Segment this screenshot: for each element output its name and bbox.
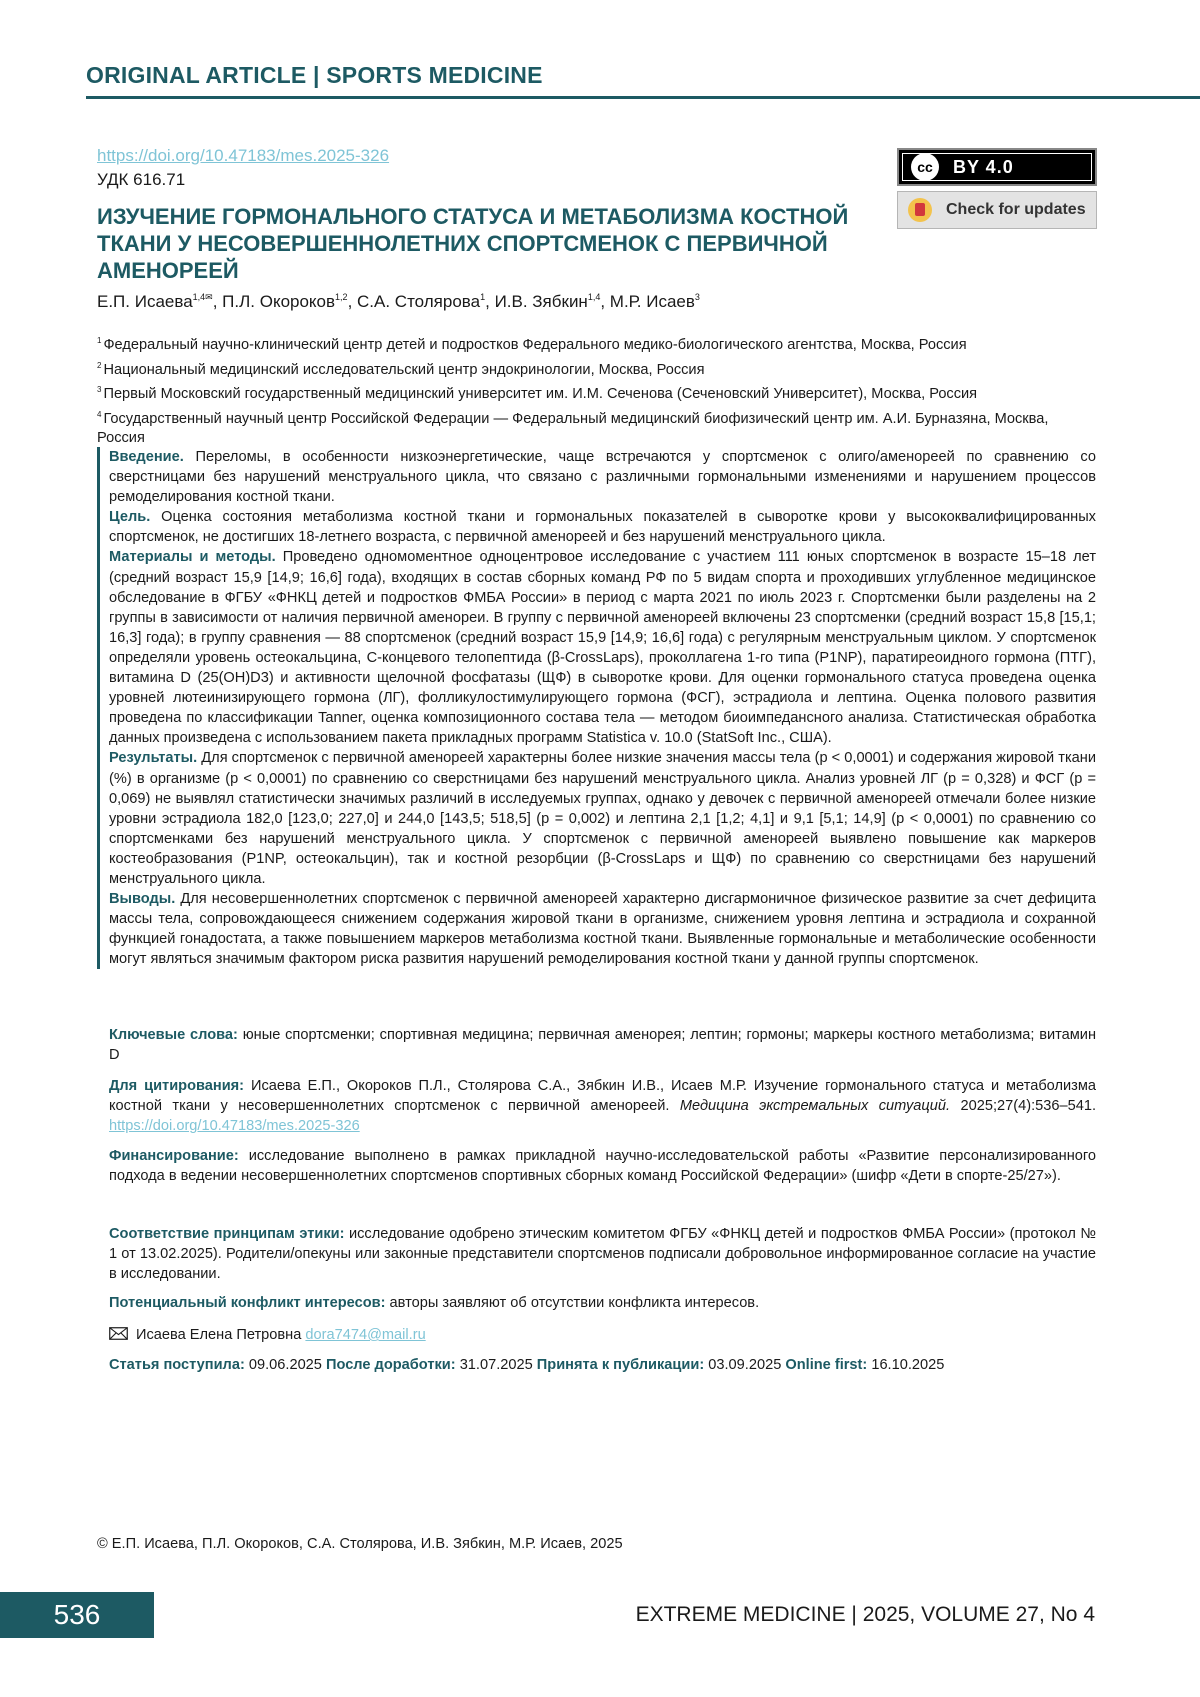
check-for-updates-button[interactable]: [897, 191, 1097, 229]
affiliation-text: Федеральный научно-клинический центр детей и подростков Федерального медико-биологического агентства, Москва, Россия: [103, 337, 967, 353]
abstract-text: Проведено одномоментное одноцентровое исследование с участием 111 юных спортсменок в возрасте 15–18 лет (средний возраст 15,9 [14,9; 16,6] года), входящих в состав сборных команд РФ по 5 видам спорта и проходивших углубленное медицинское обследование в ФГБУ «ФНКЦ детей и подростков ФМБА России» в период с марта 2021 по июль 2023 г. Спортсменки были разделены на 2 группы в зависимости от наличия первичной аменореи. В группу с первичной аменореей включены 23 спортсменки (средний возраст 15,8 [15,1; 16,3] года); в группу сравнения — 88 спортсменок (средний возраст 15,9 [14,9; 16,6] года) с регулярным менструальным циклом. У спортсменок определяли уровень остеокальцина, С-концевого телопептида (β-CrossLaps), проколлагена 1-го типа (P1NP), паратиреоидного гормона (ПТГ), витамина D (25(OH)D3) и активности щелочной фосфатазы (ЩФ) в сыворотке крови. Для оценки гормонального статуса проведена оценка уровней лютеинизирующего гормона (ЛГ), фолликулостимулирующего гормона (ФСГ), эстрадиола и лептина. Оценка полового развития проведена по классификации Tanner, оценка композиционного состава тела — методом биоимпедансного анализа. Статистическая обработка данных произведена с использованием пакета прикладных программ Statistica v. 10.0 (StatSoft Inc., США).: [109, 549, 1097, 747]
author-name: П.Л. Окороков: [222, 292, 336, 311]
accepted-date: 03.09.2025: [708, 1357, 782, 1373]
header-rule: [86, 96, 1200, 99]
check-for-updates-label: Check for updates: [946, 201, 1086, 218]
cc-license-label: BY 4.0: [953, 156, 1014, 177]
keywords-text: юные спортсменки; спортивная медицина; первичная аменорея; лептин; гормоны; маркеры костного метаболизма; витамин D: [109, 1027, 1097, 1063]
affiliation-number: 2: [97, 360, 102, 370]
author-name: С.А. Столярова: [357, 292, 481, 311]
ethics: [109, 1224, 1096, 1284]
online-first-label: Online first:: [785, 1357, 868, 1373]
keywords-label: Ключевые слова:: [109, 1027, 238, 1043]
affiliation-text: Государственный научный центр Российской Федерации — Федеральный медицинский биофизический центр им. А.И. Бурназяна, Москва, Россия: [97, 410, 1049, 446]
author-list: [97, 292, 997, 312]
affiliation-item: [97, 380, 1093, 405]
abstract-label: Результаты.: [109, 750, 198, 767]
abstract-aim: [109, 507, 1096, 547]
affiliation-item: [97, 356, 1093, 381]
affiliation-number: 3: [97, 385, 102, 394]
author-separator: ,: [600, 292, 610, 311]
abstract: [97, 447, 1096, 969]
doi-link[interactable]: https://doi.org/10.47183/mes.2025-326: [97, 146, 390, 165]
abstract-introduction: [109, 447, 1096, 507]
received-date: 09.06.2025: [248, 1357, 322, 1373]
funding-text: исследование выполнено в рамках прикладной научно-исследовательской работы «Развитие персонализированного подхода в ведении несовершеннолетних спортсменов спортивных сборных команд Российской Федерации» (шифр «Дети в спорте-25/27»).: [109, 1148, 1096, 1184]
author-name: И.В. Зябкин: [494, 292, 588, 311]
journal-footer: EXTREME MEDICINE | 2025, VOLUME 27, No 4: [635, 1603, 1095, 1626]
citation-ref: 2025;27(4):536–541.: [960, 1098, 1096, 1114]
affiliation-item: [97, 405, 1093, 449]
abstract-text: Для несовершеннолетних спортсменок с первичной аменореей характерно дисгармоничное физическое развитие за счет дефицита массы тела, сопровождающееся снижением содержания жировой ткани в организме, снижением уровня лептина и эстрадиола и сохранной функцией гонадостата, а также повышением маркеров метаболизма костной ткани. Выявленные гормональные и метаболические особенности могут являться значимым фактором риска развития нарушений ремоделирования костной ткани у данной группы спортсменок.: [109, 891, 1096, 968]
conflict-label: Потенциальный конфликт интересов:: [109, 1295, 386, 1311]
corresponding-author: [109, 1325, 1096, 1345]
abstract-results: [109, 748, 1096, 889]
author-affiliation: 1: [480, 292, 486, 302]
funding-label: Финансирование:: [109, 1148, 239, 1164]
ethics-label: Соответствие принципам этики:: [109, 1226, 345, 1242]
revised-label: После доработки:: [325, 1357, 456, 1373]
citation-label: Для цитирования:: [109, 1078, 245, 1094]
abstract-text: Переломы, в особенности низкоэнергетические, чаще встречаются у спортсменок с олиго/аменореей по сравнению со сверстницами без нарушений менструального цикла, что связано с различными гормональными изменениями и нарушением процессов ремоделирования костной ткани.: [109, 449, 1097, 506]
affiliation-text: Национальный медицинский исследовательский центр эндокринологии, Москва, Россия: [103, 361, 705, 378]
author-separator: ,: [485, 292, 495, 311]
cc-icon: cc: [911, 153, 939, 181]
author-affiliation: 1,2: [335, 292, 348, 302]
citation-text: Исаева Е.П., Окороков П.Л., Столярова С.А., Зябкин И.В., Исаев М.Р. Изучение гормонального статуса и метаболизма костной ткани у несовершеннолетних спортсменок с первичной аменореей.: [109, 1078, 1096, 1114]
section-label: ORIGINAL ARTICLE | SPORTS MEDICINE: [86, 62, 543, 88]
accepted-label: Принята к публикации:: [536, 1357, 705, 1373]
author-name: Е.П. Исаева: [97, 292, 193, 311]
bookmark-icon: [908, 198, 932, 222]
udk-code: УДК 616.71: [97, 170, 186, 189]
contact-email-link[interactable]: dora7474@mail.ru: [305, 1327, 426, 1343]
author-separator: ,: [347, 292, 358, 311]
received-label: Статья поступила:: [109, 1357, 245, 1373]
author-affiliation: 1,4✉: [192, 292, 213, 302]
contact-name: Исаева Елена Петровна: [136, 1327, 302, 1343]
envelope-icon: [109, 1327, 128, 1340]
author-affiliation: 1,4: [587, 292, 601, 302]
revised-date: 31.07.2025: [459, 1357, 533, 1373]
conflict-text: авторы заявляют об отсутствии конфликта интересов.: [389, 1295, 760, 1311]
affiliation-number: 1: [97, 336, 102, 345]
abstract-conclusions: [109, 889, 1096, 969]
author-name: М.Р. Исаев: [609, 292, 695, 311]
author-affiliation: 3: [694, 292, 700, 302]
online-first-date: 16.10.2025: [871, 1357, 945, 1373]
article-title: ИЗУЧЕНИЕ ГОРМОНАЛЬНОГО СТАТУСА И МЕТАБОЛИЗМА КОСТНОЙ ТКАНИ У НЕСОВЕРШЕННОЛЕТНИХ СПОРТСМЕНОК С ПЕРВИЧНОЙ АМЕНОРЕЕЙ: [97, 204, 849, 283]
author-separator: ,: [212, 292, 223, 311]
citation-doi-link[interactable]: https://doi.org/10.47183/mes.2025-326: [109, 1118, 360, 1134]
affiliation-list: [97, 331, 1093, 449]
affiliation-number: 4: [97, 409, 102, 419]
copyright-notice: © Е.П. Исаева, П.Л. Окороков, С.А. Столярова, И.В. Зябкин, М.Р. Исаев, 2025: [97, 1536, 623, 1552]
article-dates: [109, 1355, 1096, 1375]
abstract-label: Введение.: [109, 449, 184, 465]
cc-license-badge[interactable]: [897, 148, 1097, 186]
affiliation-item: [97, 331, 1093, 356]
page-number: 536: [0, 1592, 154, 1638]
abstract-label: Материалы и методы.: [109, 549, 276, 566]
ethics-text: исследование одобрено этическим комитетом ФГБУ «ФНКЦ детей и подростков ФМБА России» (протокол № 1 от 13.02.2025). Родители/опекуны или законные представители спортсменов подписали добровольное информированное согласие на участие в исследовании.: [109, 1226, 1096, 1282]
citation: [109, 1076, 1096, 1136]
citation-journal: Медицина экстремальных ситуаций.: [679, 1098, 951, 1114]
keywords: [109, 1025, 1096, 1065]
conflict-of-interest: [109, 1293, 1096, 1313]
abstract-label: Выводы.: [109, 891, 176, 908]
abstract-text: Для спортсменок с первичной аменореей характерны более низкие значения массы тела (p < 0,0001) и содержания жировой ткани (%) в организме (p < 0,0001) по сравнению со сверстницами без нарушений менструального цикла. Анализ уровней ЛГ (p = 0,328) и ФСГ (p = 0,069) не выявлял статистически значимых различий в исследуемых группах, однако у девочек с первичной аменореей отмечали более низкие уровни эстрадиола 182,0 [123,0; 227,0] и 244,0 [143,5; 518,5] (p = 0,002) и лептина 2,1 [1,2; 4,1] и 9,1 [5,1; 14,9] (p < 0,0001) по сравнению со спортсменками без нарушений менструального цикла. У спортсменок с первичной аменореей выявлено повышение как маркеров костеобразования (P1NP, остеокальцин), так и костной резорбции (β-CrossLaps и ЩФ) по сравнению со сверстницами без нарушений менструального цикла.: [109, 750, 1096, 887]
abstract-text: Оценка состояния метаболизма костной ткани и гормональных показателей в сыворотке крови у высококвалифицированных спортсменок, не достигших 18-летнего возраста, с первичной аменореей и без нарушений менструального цикла.: [109, 509, 1096, 546]
affiliation-text: Первый Московский государственный медицинский университет им. И.М. Сеченова (Сеченовский Университет), Москва, Россия: [103, 386, 978, 402]
abstract-methods: [109, 547, 1096, 748]
funding: [109, 1146, 1096, 1186]
abstract-label: Цель.: [109, 509, 151, 526]
